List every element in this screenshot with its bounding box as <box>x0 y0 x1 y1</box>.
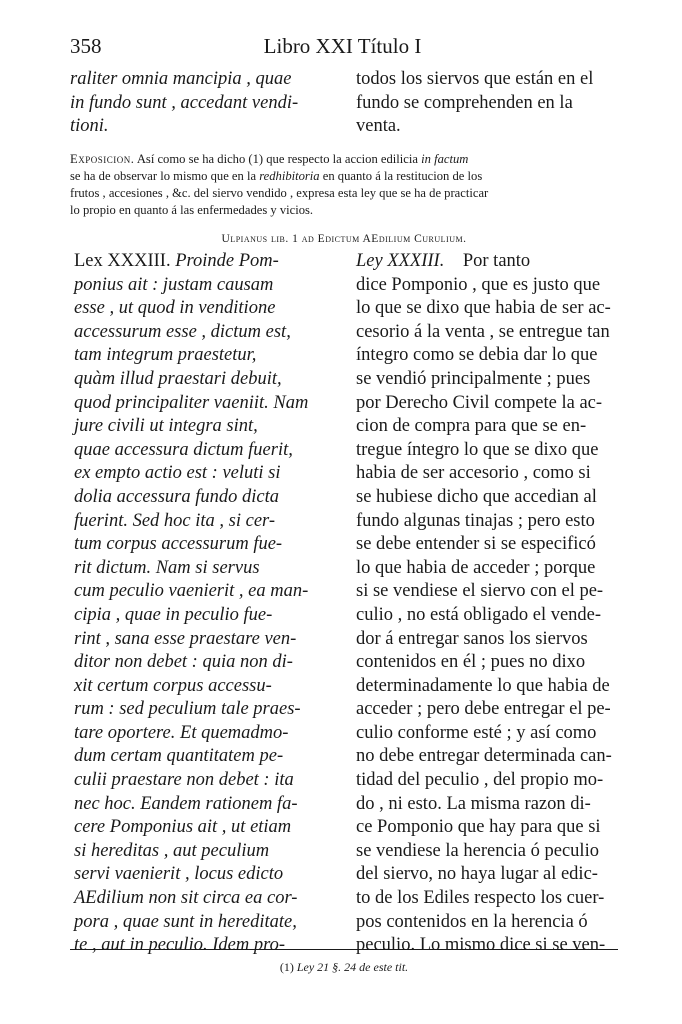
text-line: acceder ; pero debe entregar el pe- <box>356 699 611 720</box>
text-line: cesorio á la venta , se entregue tan <box>356 321 610 342</box>
text-line: tum corpus accessurum fue- <box>74 534 283 555</box>
text-line: pora , quae sunt in hereditate, <box>74 911 297 932</box>
ley-first-line <box>356 250 618 274</box>
text-line: in fundo sunt , accedant vendi- <box>70 92 299 113</box>
text-line: Proinde Pom- <box>170 251 279 271</box>
text-line: dum certam quantitatem pe- <box>74 746 284 767</box>
text-line: determinadamente lo que habia de <box>356 675 610 696</box>
text-line: ponius ait : justam causam <box>74 274 274 295</box>
text-line: quod principaliter vaeniit. Nam <box>74 392 309 413</box>
exposicion-label: Exposicion. <box>70 152 135 166</box>
source-citation: Ulpianus lib. 1 ad Edictum AEdilium Curulium. <box>221 233 467 245</box>
spanish-text-column <box>356 250 618 958</box>
text-line: ce Pomponio que hay para que si <box>356 817 601 838</box>
text-line: se vendió principalmente ; pues <box>356 368 591 389</box>
text-line: se vendiese la herencia ó peculio <box>356 840 599 861</box>
italic-term: in factum <box>421 152 469 166</box>
text-line: habia de ser accesorio , como si <box>356 463 591 484</box>
text-line: contenidos en él ; pues no dixo <box>356 652 586 673</box>
text-line: lo que se dixo que habia de ser ac- <box>356 298 611 319</box>
text-line: pos contenidos en la herencia ó <box>356 911 588 932</box>
text-line: cum peculio vaenierit , ea man- <box>74 581 309 602</box>
text-line: venta. <box>356 116 401 136</box>
text-line: rint , sana esse praestare ven- <box>74 628 297 649</box>
text-line: dor á entregar sanos los siervos <box>356 628 588 649</box>
text-line: cere Pomponius ait , ut etiam <box>74 817 292 838</box>
text-line: por Derecho Civil compete la ac- <box>356 392 603 413</box>
text-line: no debe entregar determinada can- <box>356 746 612 767</box>
text-line: dice Pomponio , que es justo que <box>356 274 601 295</box>
text-line: do , ni esto. La misma razon di- <box>356 793 591 814</box>
footnote-text: Ley 21 §. 24 de este tit. <box>296 960 409 974</box>
text-line: si se vendiese el siervo con el pe- <box>356 581 604 602</box>
text-line: accessurum esse , dictum est, <box>74 321 291 342</box>
text-line: se debe entender si se especificó <box>356 534 596 555</box>
text-line: culio conforme esté ; y así como <box>356 722 597 743</box>
text-line: raliter omnia mancipia , quae <box>70 69 292 89</box>
text-line: rit dictum. Nam si servus <box>74 557 260 578</box>
text-line: fundo se comprehenden en la <box>356 92 573 113</box>
text-line: ditor non debet : quia non di- <box>74 652 293 673</box>
text-line: quae accessura dictum fuerit, <box>74 439 293 460</box>
text-line: fuerint. Sed hoc ita , si cer- <box>74 510 276 531</box>
text-line: Por tanto <box>444 251 531 271</box>
text-line: fundo algunas tinajas ; pero esto <box>356 510 595 531</box>
ley-heading: Ley XXXIII. <box>356 251 445 271</box>
text-line: se hubiese dicho que accedian al <box>356 486 597 507</box>
text-line: si hereditas , aut peculium <box>74 840 270 861</box>
text-line: lo que habia de acceder ; porque <box>356 557 596 578</box>
text-line: Así como se ha dicho (1) que respecto la accion edilicia <box>136 152 422 166</box>
lex-heading: Lex XXXIII. <box>74 251 171 271</box>
text-line: dolia accessura fundo dicta <box>74 486 280 507</box>
text-line: to de los Ediles respecto los cuer- <box>356 888 605 909</box>
text-line: tioni. <box>70 116 109 136</box>
text-line: rum : sed peculium tale praes- <box>74 699 301 720</box>
text-line: ex empto actio est : veluti si <box>74 463 281 484</box>
text-line: tam integrum praestetur, <box>74 345 257 366</box>
text-line: te , aut in peculio. Idem pro- <box>74 935 285 956</box>
page-header <box>70 34 615 64</box>
text-line: culio , no está obligado el vende- <box>356 604 602 625</box>
text-line: cipia , quae in peculio fue- <box>74 604 273 625</box>
text-line: se ha de observar lo mismo que en la <box>70 169 260 183</box>
text-line: culii praestare non debet : ita <box>74 770 294 791</box>
text-line: tare oportere. Et quemadmo- <box>74 722 289 743</box>
text-line: en quanto á la restitucion de los <box>319 169 483 183</box>
text-line: nec hoc. Eandem rationem fa- <box>74 793 298 814</box>
text-line: xit certum corpus accessu- <box>74 675 272 696</box>
footnote-marker: (1) <box>279 960 294 974</box>
footnote <box>70 960 618 975</box>
text-line: tregue íntegro lo que se dixo que <box>356 439 599 460</box>
spanish-continuation <box>356 68 618 139</box>
text-line: servi vaenierit , locus edicto <box>74 864 284 885</box>
text-line: AEdilium non sit circa ea cor- <box>74 888 298 909</box>
text-line: cion de compra para que se en- <box>356 416 587 437</box>
footnote-rule <box>70 949 618 950</box>
latin-text-column <box>74 250 344 958</box>
text-line: frutos , accesiones , &c. del siervo vendido , expresa esta ley que se ha de practicar <box>70 186 489 200</box>
text-line: peculio. Lo mismo dice si se ven- <box>356 935 606 956</box>
page-number: 358 <box>70 34 102 58</box>
text-line: esse , ut quod in venditione <box>74 298 276 319</box>
exposicion-paragraph <box>70 151 618 219</box>
text-line: tidad del peculio , del propio mo- <box>356 770 604 791</box>
running-title: Libro XXI Título I <box>263 34 422 58</box>
italic-term: redhibitoria <box>259 169 320 183</box>
text-line: lo propio en quanto á las enfermedades y vicios. <box>70 203 314 217</box>
lex-first-line <box>74 250 344 274</box>
text-line: íntegro como se debia dar lo que <box>356 345 598 366</box>
latin-continuation <box>70 68 348 139</box>
text-line: quàm illud praestari debuit, <box>74 368 282 389</box>
text-line: jure civili ut integra sint, <box>74 416 258 437</box>
text-line: del siervo, no haya lugar al edic- <box>356 864 598 885</box>
text-line: todos los siervos que están en el <box>356 69 594 89</box>
